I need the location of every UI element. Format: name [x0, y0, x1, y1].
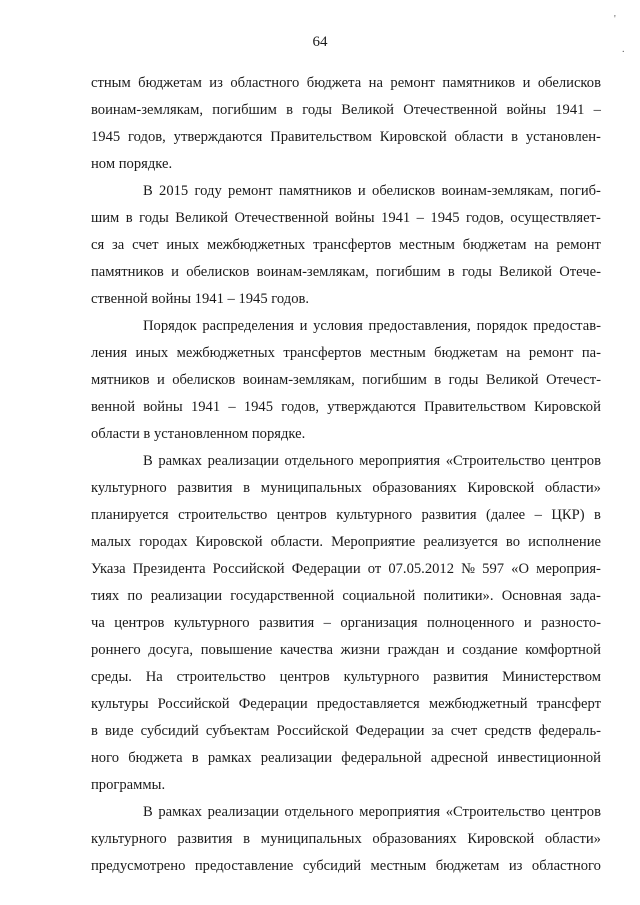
text-line: предусмотрено предоставление субсидий местным бюджетам из областного: [91, 858, 601, 874]
text-line: в виде субсидий субъектам Российской Федерации за счет средств федераль-: [91, 723, 601, 739]
text-line: В рамках реализации отдельного мероприятия «Строительство центров: [143, 453, 601, 469]
scan-mark-top: ': [614, 14, 616, 25]
text-line: 1945 годов, утверждаются Правительством Кировской области в установлен-: [91, 129, 601, 145]
text-line: В рамках реализации отдельного мероприятия «Строительство центров: [143, 804, 601, 820]
text-line: шим в годы Великой Отечественной войны 1941 – 1945 годов, осуществляет-: [91, 210, 601, 226]
text-line: мятников и обелисков воинам-землякам, погибшим в годы Великой Отечест-: [91, 372, 601, 388]
text-line: памятников и обелисков воинам-землякам, погибшим в годы Великой Отече-: [91, 264, 601, 280]
text-line: программы.: [91, 777, 166, 793]
text-line: В 2015 году ремонт памятников и обелисков воинам-землякам, погиб-: [143, 183, 601, 199]
text-line: тиях по реализации государственной социальной политики». Основная зада-: [91, 588, 601, 604]
text-line: области в установленном порядке.: [91, 426, 306, 442]
text-line: культурного развития в муниципальных образованиях Кировской области»: [91, 831, 601, 847]
text-line: культуры Российской Федерации предоставляется межбюджетный трансферт: [91, 696, 601, 712]
text-line: ся за счет иных межбюджетных трансфертов местным бюджетам на ремонт: [91, 237, 601, 253]
text-line: воинам-землякам, погибшим в годы Великой Отечественной войны 1941 –: [91, 102, 601, 118]
page-number: 64: [312, 34, 328, 50]
text-line: среды. На строительство центров культурного развития Министерством: [91, 669, 601, 685]
text-line: ного бюджета в рамках реализации федеральной адресной инвестиционной: [91, 750, 601, 766]
text-line: ча центров культурного развития – организация полноценного и разносто-: [91, 615, 601, 631]
text-line: ном порядке.: [91, 156, 173, 172]
scan-mark-side: .: [622, 44, 625, 55]
text-line: малых городах Кировской области. Мероприятие реализуется во исполнение: [91, 534, 601, 550]
text-line: стным бюджетам из областного бюджета на ремонт памятников и обелисков: [91, 75, 601, 91]
text-line: венной войны 1941 – 1945 годов, утверждаются Правительством Кировской: [91, 399, 601, 415]
text-line: роннего досуга, повышение качества жизни граждан и создание комфортной: [91, 642, 601, 658]
text-line: Указа Президента Российской Федерации от 07.05.2012 № 597 «О мероприя-: [91, 561, 601, 577]
text-line: планируется строительство центров культурного развития (далее – ЦКР) в: [91, 507, 601, 523]
text-line: культурного развития в муниципальных образованиях Кировской области»: [91, 480, 601, 496]
text-line: ления иных межбюджетных трансфертов местным бюджетам на ремонт па-: [91, 345, 601, 361]
text-line: Порядок распределения и условия предоставления, порядок предостав-: [143, 318, 601, 334]
text-line: ственной войны 1941 – 1945 годов.: [91, 291, 310, 307]
